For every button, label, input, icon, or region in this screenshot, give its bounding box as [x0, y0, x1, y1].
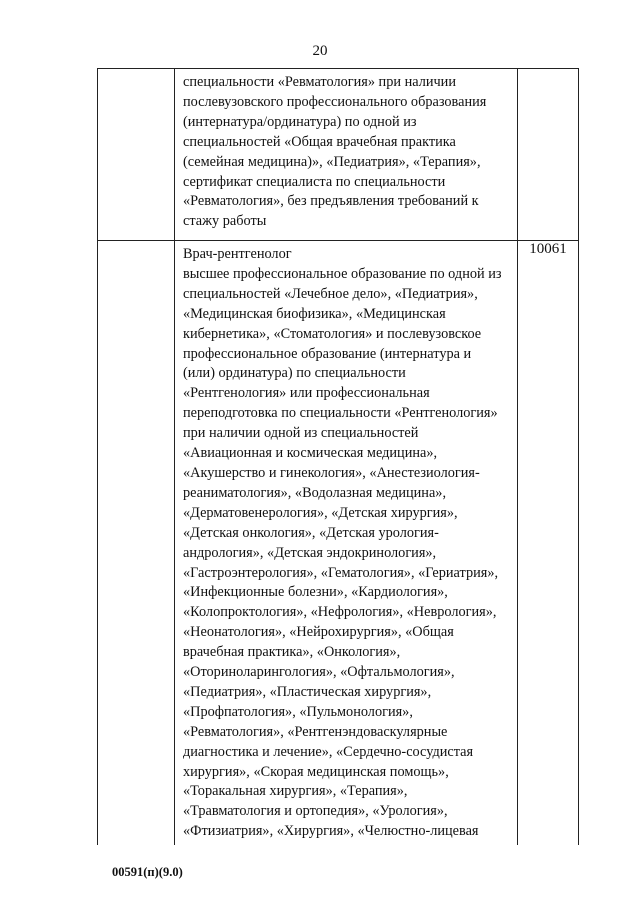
- text-line: хирургия», «Скорая медицинская помощь»,: [183, 763, 449, 780]
- text-line: сертификат специалиста по специальности: [183, 173, 446, 190]
- description-cell: [175, 69, 518, 241]
- text-line: стажу работы: [183, 213, 267, 230]
- text-line: кибернетика», «Стоматология» и послевузовское: [183, 325, 482, 342]
- text-line: «Травматология и ортопедия», «Урология»,: [183, 803, 448, 820]
- text-line: «Медицинская биофизика», «Медицинская: [183, 305, 446, 322]
- text-line: высшее профессиональное образование по одной из: [183, 265, 502, 282]
- text-line: «Неонатология», «Нейрохирургия», «Общая: [183, 624, 454, 641]
- page-number: 20: [312, 43, 328, 59]
- text-line: «Ревматология», без предъявления требований к: [183, 193, 479, 210]
- document-footer-code: 00591(п)(9.0): [112, 865, 183, 879]
- text-line: профессиональное образование (интернатура и: [183, 345, 472, 362]
- text-line: «Инфекционные болезни», «Кардиология»,: [183, 584, 448, 601]
- description-cell: [175, 241, 518, 846]
- text-line: андрология», «Детская эндокринология»,: [183, 544, 437, 561]
- table-row: [98, 69, 579, 241]
- text-line: Врач-рентгенолог: [183, 246, 292, 262]
- qualification-table: [97, 68, 579, 845]
- text-line: (интернатура/ординатура) по одной из: [183, 113, 417, 130]
- empty-cell: [98, 69, 175, 241]
- text-line: врачебная практика», «Онкология»,: [183, 644, 401, 661]
- code-cell: 10061: [518, 241, 579, 846]
- empty-cell: [98, 241, 175, 846]
- text-line: специальностей «Общая врачебная практика: [183, 133, 456, 150]
- text-line: «Рентгенология» или профессиональная: [183, 385, 430, 402]
- text-line: «Детская онкология», «Детская урология-: [183, 524, 439, 541]
- text-line: «Дерматовенерология», «Детская хирургия»,: [183, 504, 458, 521]
- text-line: (семейная медицина)», «Педиатрия», «Терапия»,: [183, 153, 481, 170]
- text-line: «Фтизиатрия», «Хирургия», «Челюстно-лицевая: [183, 823, 479, 840]
- text-line: «Колопроктология», «Нефрология», «Неврология»,: [183, 604, 497, 621]
- text-line: «Педиатрия», «Пластическая хирургия»,: [183, 683, 432, 700]
- text-line: «Авиационная и космическая медицина»,: [183, 445, 438, 462]
- text-line: специальностей «Лечебное дело», «Педиатрия»,: [183, 285, 478, 302]
- text-line: «Профпатология», «Пульмонология»,: [183, 703, 413, 720]
- text-line: при наличии одной из специальностей: [183, 425, 419, 442]
- text-line: «Оториноларингология», «Офтальмология»,: [183, 664, 455, 681]
- text-line: переподготовка по специальности «Рентгенология»: [183, 405, 498, 422]
- text-line: «Ревматология», «Рентгенэндоваскулярные: [183, 723, 448, 740]
- text-line: «Акушерство и гинекология», «Анестезиология-: [183, 464, 480, 481]
- text-line: послевузовского профессионального образования: [183, 93, 487, 110]
- text-line: реаниматология», «Водолазная медицина»,: [183, 484, 447, 501]
- text-line: «Торакальная хирургия», «Терапия»,: [183, 783, 408, 800]
- text-line: специальности «Ревматология» при наличии: [183, 74, 456, 90]
- code-cell: [518, 69, 579, 241]
- table-row: [98, 241, 579, 846]
- text-line: диагностика и лечение», «Сердечно-сосудистая: [183, 743, 474, 760]
- text-line: «Гастроэнтерология», «Гематология», «Гериатрия»,: [183, 564, 499, 581]
- text-line: (или) ординатура) по специальности: [183, 365, 406, 382]
